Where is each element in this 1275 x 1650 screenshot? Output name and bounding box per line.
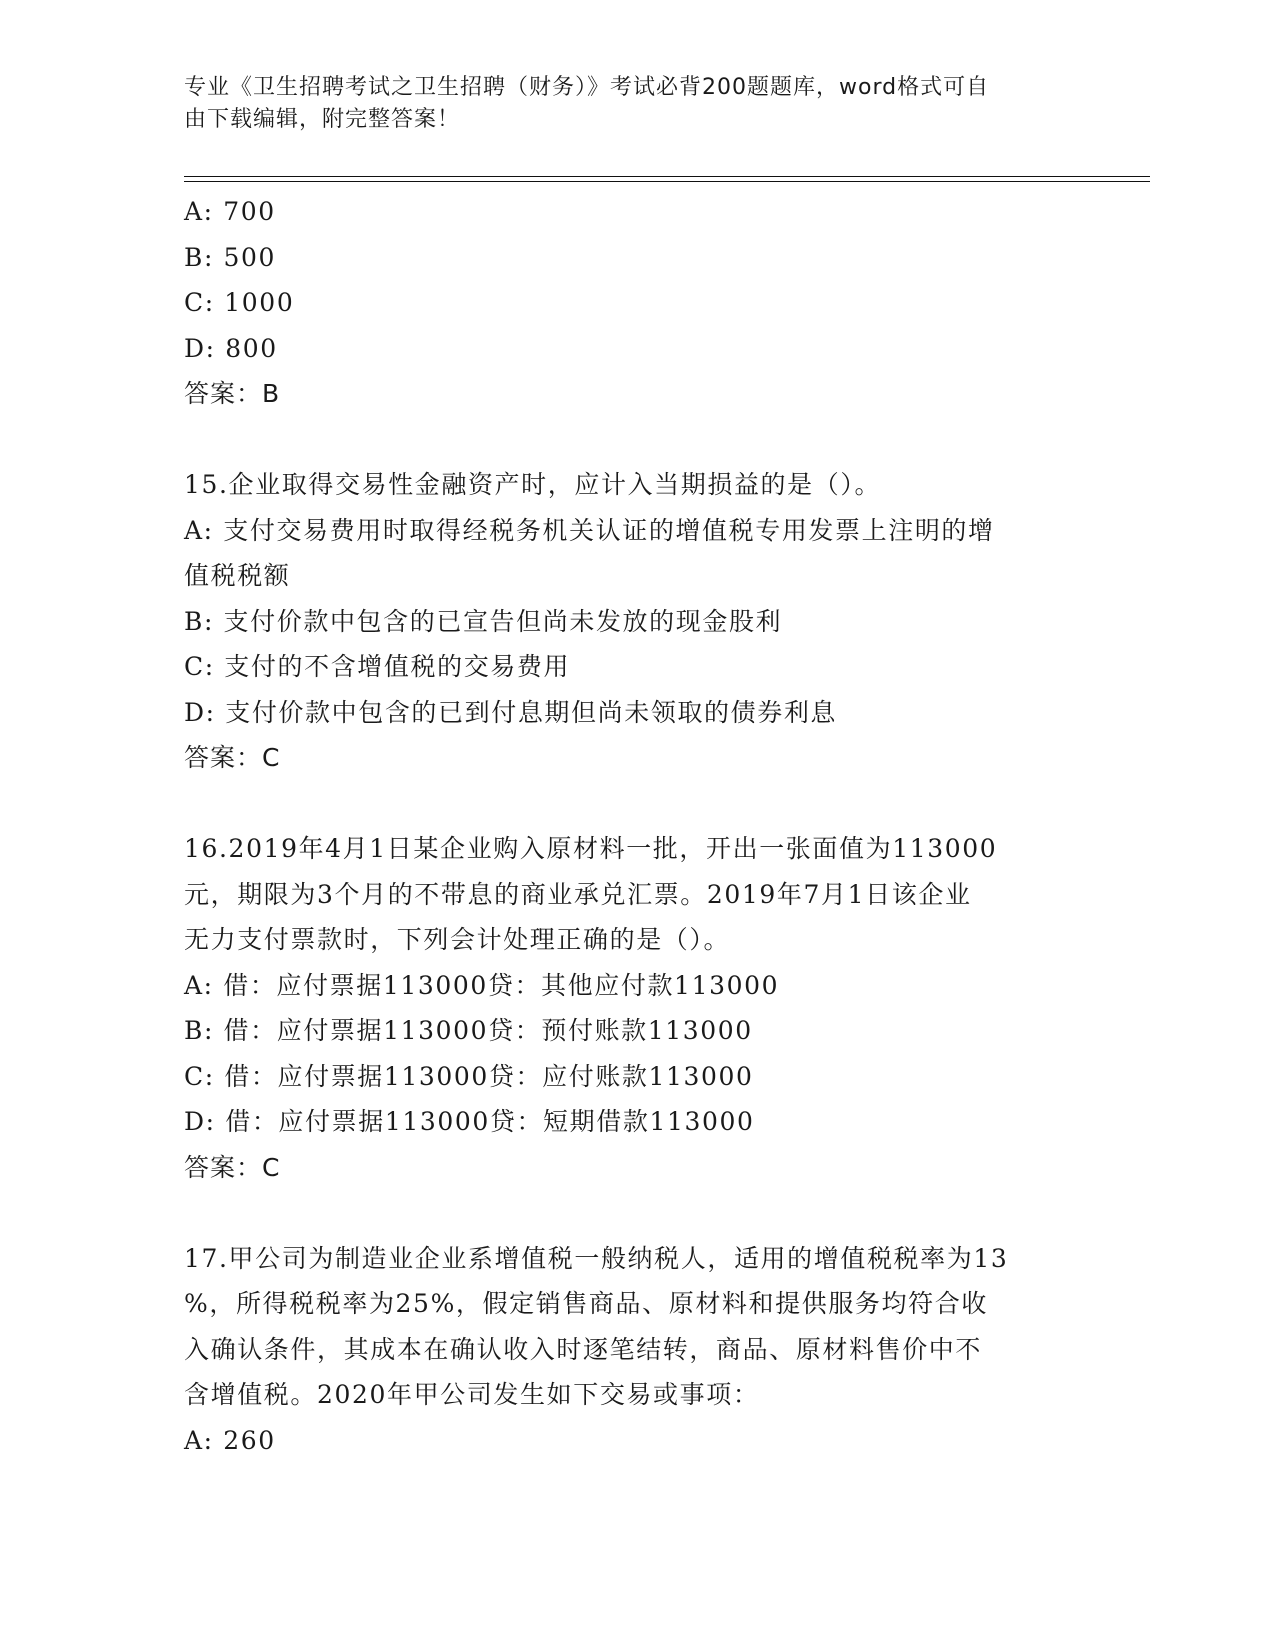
option-b: B: 500 <box>184 242 277 272</box>
header-rule-bottom <box>184 181 1150 182</box>
question-stem: 15.企业取得交易性金融资产时，应计入当期损益的是（）。 <box>184 470 882 499</box>
question-stem-line-2: %，所得税税率为25%，假定销售商品、原材料和提供服务均符合收 <box>184 1289 988 1318</box>
question-16 <box>184 826 1084 1190</box>
option-a-line-1: A: 支付交易费用时取得经税务机关认证的增值税专用发票上注明的增 <box>184 515 995 545</box>
option-c: C: 支付的不含增值税的交易费用 <box>184 652 571 681</box>
document-header <box>184 72 1064 136</box>
question-stem-line-3: 无力支付票款时，下列会计处理正确的是（）。 <box>184 925 731 954</box>
option-b: B: 借：应付票据113000贷：预付账款113000 <box>184 1016 753 1045</box>
question-stem-line-2: 元，期限为3个月的不带息的商业承兑汇票。2019年7月1日该企业 <box>184 879 972 909</box>
question-stem-line-3: 入确认条件，其成本在确认收入时逐笔结转，商品、原材料售价中不 <box>184 1334 983 1364</box>
answer: 答案：C <box>184 743 281 772</box>
option-d: D: 支付价款中包含的已到付息期但尚未领取的债券利息 <box>184 697 838 727</box>
question-14-tail <box>184 189 1084 417</box>
option-d: D: 800 <box>184 333 278 363</box>
question-stem-line-1: 16.2019年4月1日某企业购入原材料一批，开出一张面值为113000 <box>184 834 998 863</box>
answer: 答案：C <box>184 1152 281 1182</box>
answer: 答案：B <box>184 379 281 408</box>
option-c: C: 借：应付票据113000贷：应付账款113000 <box>184 1061 754 1091</box>
option-b: B: 支付价款中包含的已宣告但尚未发放的现金股利 <box>184 606 783 636</box>
option-a-line-2: 值税税额 <box>184 561 291 590</box>
question-stem-line-1: 17.甲公司为制造业企业系增值税一般纳税人，适用的增值税税率为13 <box>184 1243 1009 1273</box>
document-body <box>184 189 1084 1463</box>
option-d: D: 借：应付票据113000贷：短期借款113000 <box>184 1107 755 1136</box>
spacer <box>184 1190 1084 1236</box>
header-rule-top <box>184 176 1150 177</box>
question-17 <box>184 1236 1084 1464</box>
question-stem-line-4: 含增值税。2020年甲公司发生如下交易或事项： <box>184 1380 760 1409</box>
option-a: A: 700 <box>184 197 276 226</box>
header-line-2: 由下载编辑，附完整答案！ <box>184 107 461 132</box>
spacer <box>184 417 1084 463</box>
option-a: A: 260 <box>184 1425 276 1455</box>
header-line-1: 专业《卫生招聘考试之卫生招聘（财务）》考试必背200题题库，word格式可自 <box>184 75 990 100</box>
option-a: A: 借：应付票据113000贷：其他应付款113000 <box>184 970 780 1000</box>
option-c: C: 1000 <box>184 288 295 317</box>
question-15 <box>184 462 1084 781</box>
spacer <box>184 781 1084 827</box>
